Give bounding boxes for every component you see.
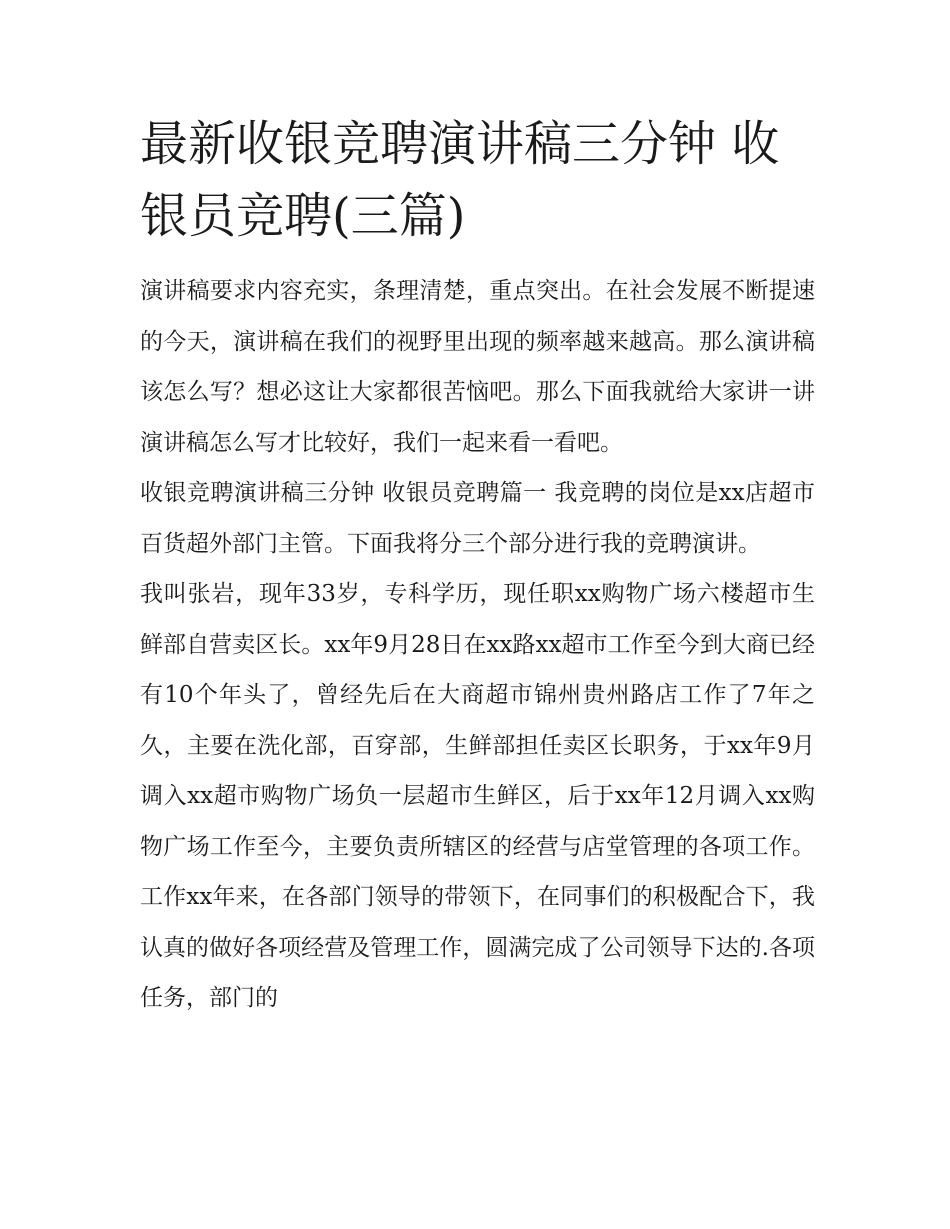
paragraph-background: 我叫张岩，现年33岁，专科学历，现任职xx购物广场六楼超市生鲜部自营卖区长。xx年9月28日在xx路xx超市工作至今到大商已经有10个年头了，曾经先后在大商超市锦州贵州路店工作了7年之久，主要在洗化部，百穿部，生鲜部担任卖区长职务，于xx年9月调入xx超市购物广场负一层超市生鲜区，后于xx年12月调入xx购物广场工作至今，主要负责所辖区的经营与店堂管理的各项工作。工作xx年来，在各部门领导的带领下，在同事们的积极配合下，我认真的做好各项经营及管理工作，圆满完成了公司领导下达的.各项任务，部门的 [140, 581, 815, 1011]
paragraph-intro: 演讲稿要求内容充实，条理清楚，重点突出。在社会发展不断提速的今天，演讲稿在我们的视野里出现的频率越来越高。那么演讲稿该怎么写？想必这让大家都很苦恼吧。那么下面我就给大家讲一讲演讲稿怎么写才比较好，我们一起来看一看吧。 [140, 278, 815, 456]
document-body [140, 266, 815, 1024]
document-page [140, 108, 815, 1024]
document-title: 最新收银竞聘演讲稿三分钟 收银员竞聘(三篇) [140, 116, 780, 244]
paragraph-position: 收银竞聘演讲稿三分钟 收银员竞聘篇一 我竞聘的岗位是xx店超市百货超外部门主管。下面我将分三个部分进行我的竞聘演讲。 [140, 480, 815, 557]
